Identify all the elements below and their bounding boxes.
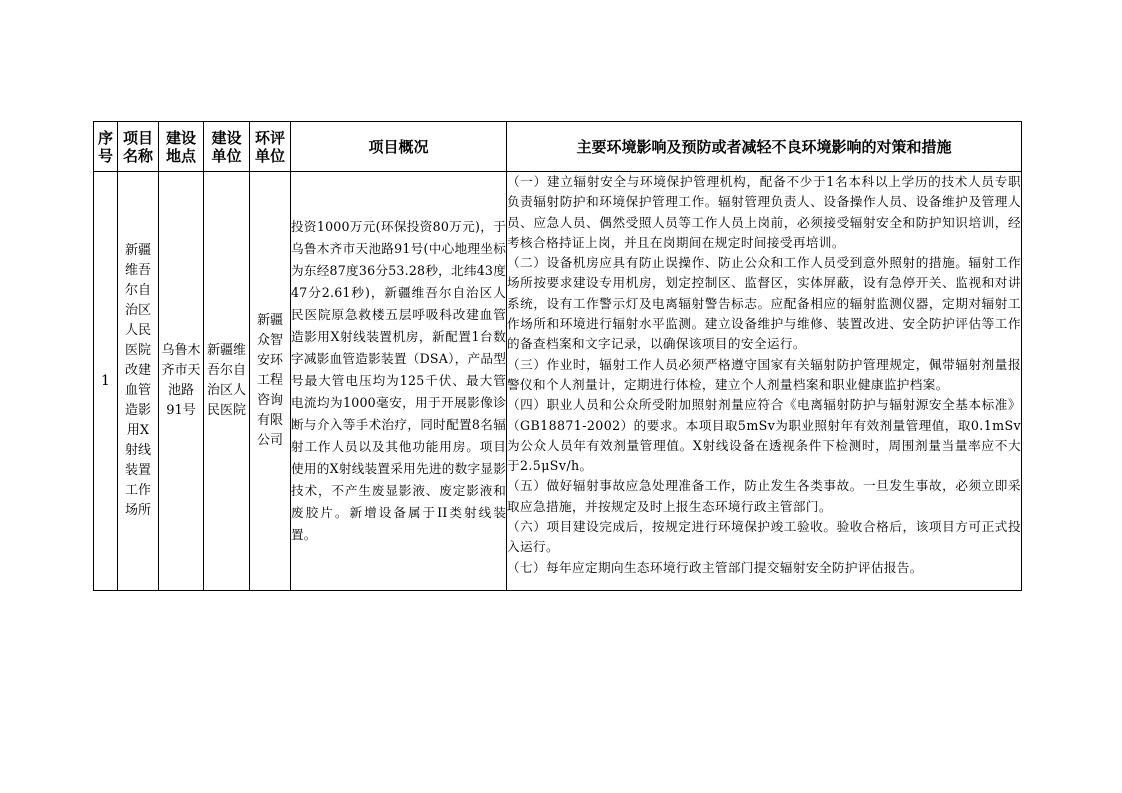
cell-eia-unit: 新疆众智安环工程咨询有限公司: [250, 172, 291, 591]
project-table: [93, 121, 1022, 591]
measure-item: （一）建立辐射安全与环境保护管理机构，配备不少于1名本科以上学历的技术人员专职负责辐射防护和环境保护管理工作。辐射管理负责人、设备操作人员、设备维护及管理人员、应急人员、偶然受照人员等工作人员上岗前，必须接受辐射安全和防护知识培训，经考核合格持证上岗，并且在岗期间在规定时间接受再培训。: [507, 174, 1021, 250]
measure-item: （二）设备机房应具有防止误操作、防止公众和工作人员受到意外照射的措施。辐射工作场所按要求建设专用机房，划定控制区、监督区，实体屏蔽，设有急停开关、监视和对讲系统，设有工作警示灯及电离辐射警告标志。应配备相应的辐射监测仪器，定期对辐射工作场所和环境进行辐射水平监测。建立设备维护与维修、装置改进、安全防护评估等工作的备查档案和文字记录，以确保该项目的安全运行。: [507, 255, 1021, 352]
header-measures: 主要环境影响及预防或者减轻不良环境影响的对策和措施: [507, 122, 1022, 172]
cell-project-name: 新疆维吾尔自治区人民医院改建血管造影用X射线装置工作场所: [118, 172, 159, 591]
cell-builder: 新疆维吾尔自治区人民医院: [204, 172, 250, 591]
header-location: 建设地点: [159, 122, 204, 172]
header-name: 项目名称: [118, 122, 159, 172]
cell-location: 乌鲁木齐市天池路91号: [159, 172, 204, 591]
measure-item: （五）做好辐射事故应急处理准备工作，防止发生各类事故。一旦发生事故，必须立即采取应急措施，并按规定及时上报生态环境行政主管部门。: [507, 478, 1021, 514]
table-row: [94, 172, 1022, 591]
measure-item: （六）项目建设完成后，按规定进行环境保护竣工验收。验收合格后，该项目方可正式投入运行。: [507, 519, 1021, 555]
header-eia-unit: 环评单位: [250, 122, 291, 172]
header-overview: 项目概况: [291, 122, 507, 172]
measure-item: （四）职业人员和公众所受附加照射剂量应符合《电离辐射防护与辐射源安全基本标准》（GB18871-2002）的要求。本项目取5mSv为职业照射年有效剂量管理值，取0.1mSv为公众人员年有效剂量管理值。X射线设备在透视条件下检测时，周围剂量当量率应不大于2.5μSv/h。: [507, 397, 1021, 474]
header-builder: 建设单位: [204, 122, 250, 172]
cell-measures: [507, 172, 1022, 591]
measure-item: （三）作业时，辐射工作人员必须严格遵守国家有关辐射防护管理规定，佩带辐射剂量报警仪和个人剂量计，定期进行体检，建立个人剂量档案和职业健康监护档案。: [507, 356, 1021, 392]
cell-overview: 投资1000万元(环保投资80万元)，于乌鲁木齐市天池路91号(中心地理坐标为东经87度36分53.28秒，北纬43度47分2.61秒)，新疆维吾尔自治区人民医院原急救楼五层呼吸科改建血管造影用X射线装置机房，新配置1台数字减影血管造影装置（DSA），产品型号最大管电压均为125千伏、最大管电流均为1000毫安，用于开展影像诊断与介入等手术治疗，同时配置8名辐射工作人员以及其他功能用房。项目使用的X射线装置采用先进的数字显影技术，不产生废显影液、废定影液和废胶片。新增设备属于II类射线装置。: [291, 172, 507, 591]
header-seq: 序号: [94, 122, 118, 172]
measure-item: （七）每年应定期向生态环境行政主管部门提交辐射安全防护评估报告。: [507, 559, 923, 575]
cell-seq: 1: [94, 172, 118, 591]
header-row: [94, 122, 1022, 172]
